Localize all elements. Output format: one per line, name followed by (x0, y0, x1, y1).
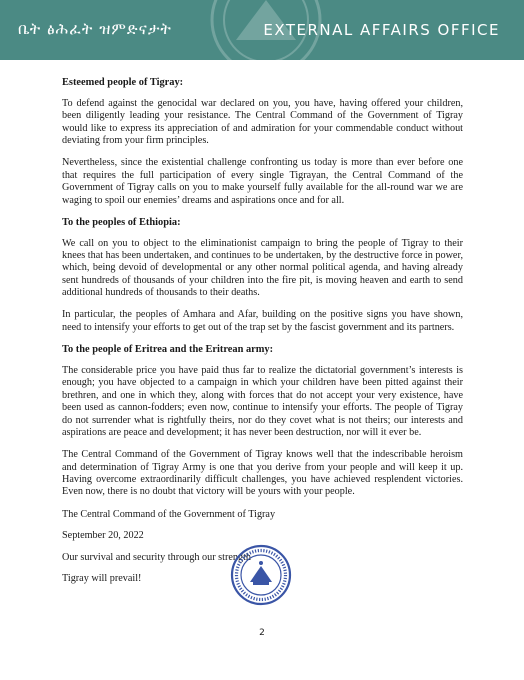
date-line: September 20, 2022 (62, 530, 144, 542)
closing-exclamation: Tigray will prevail! (62, 573, 142, 585)
paragraph: Nevertheless, since the existential challenge confronting us today is more than ever before one that requires the full participation of every single Tigrayan, the Central Command of the Government of Tigray calls on you to make yourself fully available for the all-round war we are waging to spoil our enemies’ dreams and aspirations once and for all. (62, 157, 463, 206)
paragraph: We call on you to object to the eliminationist campaign to bring the people of Tigray to their knees that has been undertaken, and continues to be undertaken, by the destructive force in power, which, being devoid of developmental or any other normal political agenda, and having already sent hundreds of thousands of your children into the fire pit, is moving heaven and earth to send additional hundreds of thousands to their deaths. (62, 237, 463, 299)
paragraph: The considerable price you have paid thus far to realize the dictatorial government’s interests is enough; you have objected to a campaign in which your children have been pitted against their brethren, and one in which they, along with forces that do not accept your very existence, have been used as cannon-fodders; even now, continue to intensify your efforts. The people of Tigray do not surrender what is rightfully theirs, nor do they covet what is not theirs; our interests and aspirations are peace and development; it has never been destruction, nor will it ever be. (62, 365, 463, 439)
official-seal-icon (230, 544, 292, 606)
paragraph: To defend against the genocidal war declared on you, you have, having offered your children, been diligently leading your resistance. The Central Command of the Government of Tigray would like to express its appreciation of and admiration for your commendable conduct without deviating from your firm principles. (62, 97, 463, 147)
office-title-amharic: ቤት ፅሕፈት ዝምድናታት (18, 20, 172, 38)
office-title-english: EXTERNAL AFFAIRS OFFICE (263, 21, 500, 39)
section-heading: To the peoples of Ethiopia: (62, 216, 181, 228)
paragraph: The Central Command of the Government of Tigray knows well that the indescribable heroism and determination of Tigray Army is one that you derive from your people and will keep it up. Having overcome extraordinarily difficult challenges, you have achieved resplendent victories. Even now, there is no doubt that victory will be yours with your people. (62, 449, 463, 498)
letter-body (62, 77, 463, 595)
section-heading: To the people of Eritrea and the Eritrean army: (62, 344, 274, 356)
section-heading: Esteemed people of Tigray: (62, 77, 184, 88)
letterhead-banner (0, 0, 524, 60)
signature-line: The Central Command of the Government of Tigray (62, 508, 276, 520)
page-number: 2 (259, 628, 265, 638)
paragraph: In particular, the peoples of Amhara and Afar, building on the positive signs you have shown, need to intensify your efforts to get out of the trap set by the fascist government and its partners. (62, 309, 463, 333)
motto-line: Our survival and security through our strength (62, 551, 251, 563)
